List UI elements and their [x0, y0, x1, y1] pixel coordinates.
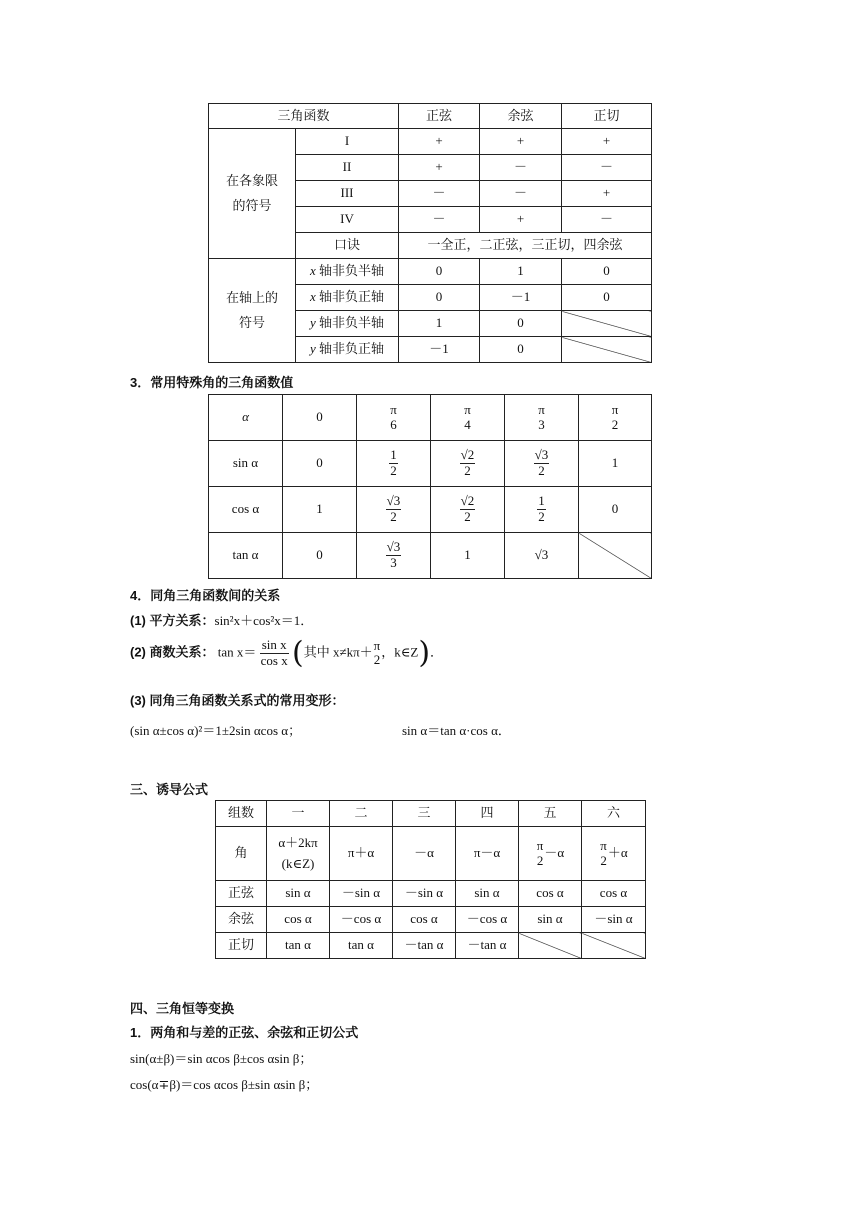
cos-value: $\frac{√3}{2}$ — [357, 487, 431, 533]
header-trig-function: 三角函数 — [209, 104, 399, 129]
tan-value: √3 — [505, 533, 579, 579]
angle-cell: π 2 — [579, 395, 652, 441]
induction-value: sin α — [456, 881, 519, 907]
quadrant-label: II — [296, 155, 399, 181]
header-group: 组数 — [216, 801, 267, 827]
quotient-relation-line: (2) 商数关系： tan x＝ $\frac{\text{sin x}}{\text{cos x}}$ (其中 x≠kπ＋ π 2 ，k∈Z)． — [130, 635, 444, 671]
quadrant-sin: + — [399, 155, 480, 181]
tan-value: 0 — [283, 533, 357, 579]
cos-value: 1 — [283, 487, 357, 533]
tan-value — [579, 533, 652, 579]
axis-label: x 轴非负正轴 — [296, 285, 399, 311]
axis-sin: －1 — [399, 337, 480, 363]
axis-cos: 0 — [480, 311, 562, 337]
quadrant-tan: － — [562, 155, 652, 181]
angle-cell: π 4 — [431, 395, 505, 441]
quadrant-sin: － — [399, 207, 480, 233]
quadrant-sin: － — [399, 181, 480, 207]
header-group-5: 五 — [519, 801, 582, 827]
angle-cell: 0 — [283, 395, 357, 441]
angle-4: π－α — [456, 827, 519, 881]
quadrant-label: I — [296, 129, 399, 155]
heading-sum-difference: 1．两角和与差的正弦、余弦和正切公式 — [130, 1025, 359, 1040]
induction-value: cos α — [519, 881, 582, 907]
axis-sin: 1 — [399, 311, 480, 337]
formula-cos-sum: cos(α∓β)＝cos αcos β±sin αsin β； — [130, 1077, 319, 1092]
angle-1: α＋2kπ (k∈Z) — [267, 827, 330, 881]
axis-group-label: 在轴上的符号 — [209, 259, 296, 363]
heading-same-angle-relations: 4．同角三角函数间的关系 — [130, 588, 281, 603]
axis-label: x 轴非负半轴 — [296, 259, 399, 285]
axis-cos: －1 — [480, 285, 562, 311]
quadrant-sin: + — [399, 129, 480, 155]
induction-value: －sin α — [393, 881, 456, 907]
induction-value: sin α — [519, 907, 582, 933]
sin-value: $\frac{√2}{2}$ — [431, 441, 505, 487]
axis-tan-undefined — [562, 311, 652, 337]
angle-cell: π 6 — [357, 395, 431, 441]
induction-value: cos α — [582, 881, 646, 907]
angle-label: 角 — [216, 827, 267, 881]
quadrant-cos: + — [480, 207, 562, 233]
axis-label: y 轴非负正轴 — [296, 337, 399, 363]
common-transform-heading: (3) 同角三角函数关系式的常用变形： — [130, 693, 345, 708]
induction-value: －cos α — [330, 907, 393, 933]
induction-value: －sin α — [582, 907, 646, 933]
quadrant-tan: + — [562, 181, 652, 207]
section-induction-formulas: 三、诱导公式 — [130, 782, 209, 797]
induction-table — [215, 800, 646, 959]
angle-cell: π 3 — [505, 395, 579, 441]
angle-3: －α — [393, 827, 456, 881]
induction-value — [519, 933, 582, 959]
cos-value: $\frac{√2}{2}$ — [431, 487, 505, 533]
induction-value: tan α — [330, 933, 393, 959]
induction-value: －sin α — [330, 881, 393, 907]
header-group-4: 四 — [456, 801, 519, 827]
square-relation-line: (1) 平方关系：sin²x＋cos²x＝1． — [130, 613, 314, 628]
quadrant-cos: + — [480, 129, 562, 155]
induction-value: sin α — [267, 881, 330, 907]
axis-label: y 轴非负半轴 — [296, 311, 399, 337]
angle-6: π 2 ＋α — [582, 827, 646, 881]
induction-value: tan α — [267, 933, 330, 959]
row-label-cos: cos α — [209, 487, 283, 533]
transform-formula-2: sin α＝tan α·cos α． — [402, 723, 511, 738]
axis-tan-undefined — [562, 337, 652, 363]
sign-table — [208, 103, 652, 363]
sin-value: $\frac{√3}{2}$ — [505, 441, 579, 487]
header-cosine: 余弦 — [480, 104, 562, 129]
axis-tan: 0 — [562, 285, 652, 311]
function-label: 余弦 — [216, 907, 267, 933]
special-angle-table — [208, 394, 652, 579]
sin-value: 1 — [579, 441, 652, 487]
formula-sin-sum: sin(α±β)＝sin αcos β±cos αsin β； — [130, 1051, 313, 1066]
section-identity-transform: 四、三角恒等变换 — [130, 1001, 235, 1016]
quadrant-tan: + — [562, 129, 652, 155]
alpha-label: α — [209, 395, 283, 441]
quadrant-cos: － — [480, 181, 562, 207]
header-tangent: 正切 — [562, 104, 652, 129]
induction-value: cos α — [393, 907, 456, 933]
induction-value: －cos α — [456, 907, 519, 933]
function-label: 正弦 — [216, 881, 267, 907]
quadrant-group-label: 在各象限的符号 — [209, 129, 296, 259]
function-label: 正切 — [216, 933, 267, 959]
row-label-tan: tan α — [209, 533, 283, 579]
induction-value: cos α — [267, 907, 330, 933]
header-group-1: 一 — [267, 801, 330, 827]
header-group-3: 三 — [393, 801, 456, 827]
axis-cos: 0 — [480, 337, 562, 363]
mnemonic-label: 口诀 — [296, 233, 399, 259]
quadrant-cos: － — [480, 155, 562, 181]
header-group-6: 六 — [582, 801, 646, 827]
tan-value: $\frac{√3}{3}$ — [357, 533, 431, 579]
quadrant-label: III — [296, 181, 399, 207]
row-label-sin: sin α — [209, 441, 283, 487]
sin-value: 0 — [283, 441, 357, 487]
transform-formula-1: (sin α±cos α)²＝1±2sin αcos α； — [130, 723, 302, 738]
angle-2: π＋α — [330, 827, 393, 881]
axis-sin: 0 — [399, 259, 480, 285]
axis-tan: 0 — [562, 259, 652, 285]
quadrant-label: IV — [296, 207, 399, 233]
axis-sin: 0 — [399, 285, 480, 311]
tan-value: 1 — [431, 533, 505, 579]
mnemonic-text: 一全正，二正弦，三正切，四余弦 — [399, 233, 652, 259]
header-group-2: 二 — [330, 801, 393, 827]
induction-value — [582, 933, 646, 959]
quadrant-tan: － — [562, 207, 652, 233]
header-sine: 正弦 — [399, 104, 480, 129]
angle-5: π 2 －α — [519, 827, 582, 881]
cos-value: 0 — [579, 487, 652, 533]
sin-value: $\frac{1}{2}$ — [357, 441, 431, 487]
axis-cos: 1 — [480, 259, 562, 285]
induction-value: －tan α — [456, 933, 519, 959]
cos-value: $\frac{1}{2}$ — [505, 487, 579, 533]
induction-value: －tan α — [393, 933, 456, 959]
heading-special-angles: 3．常用特殊角的三角函数值 — [130, 375, 294, 390]
